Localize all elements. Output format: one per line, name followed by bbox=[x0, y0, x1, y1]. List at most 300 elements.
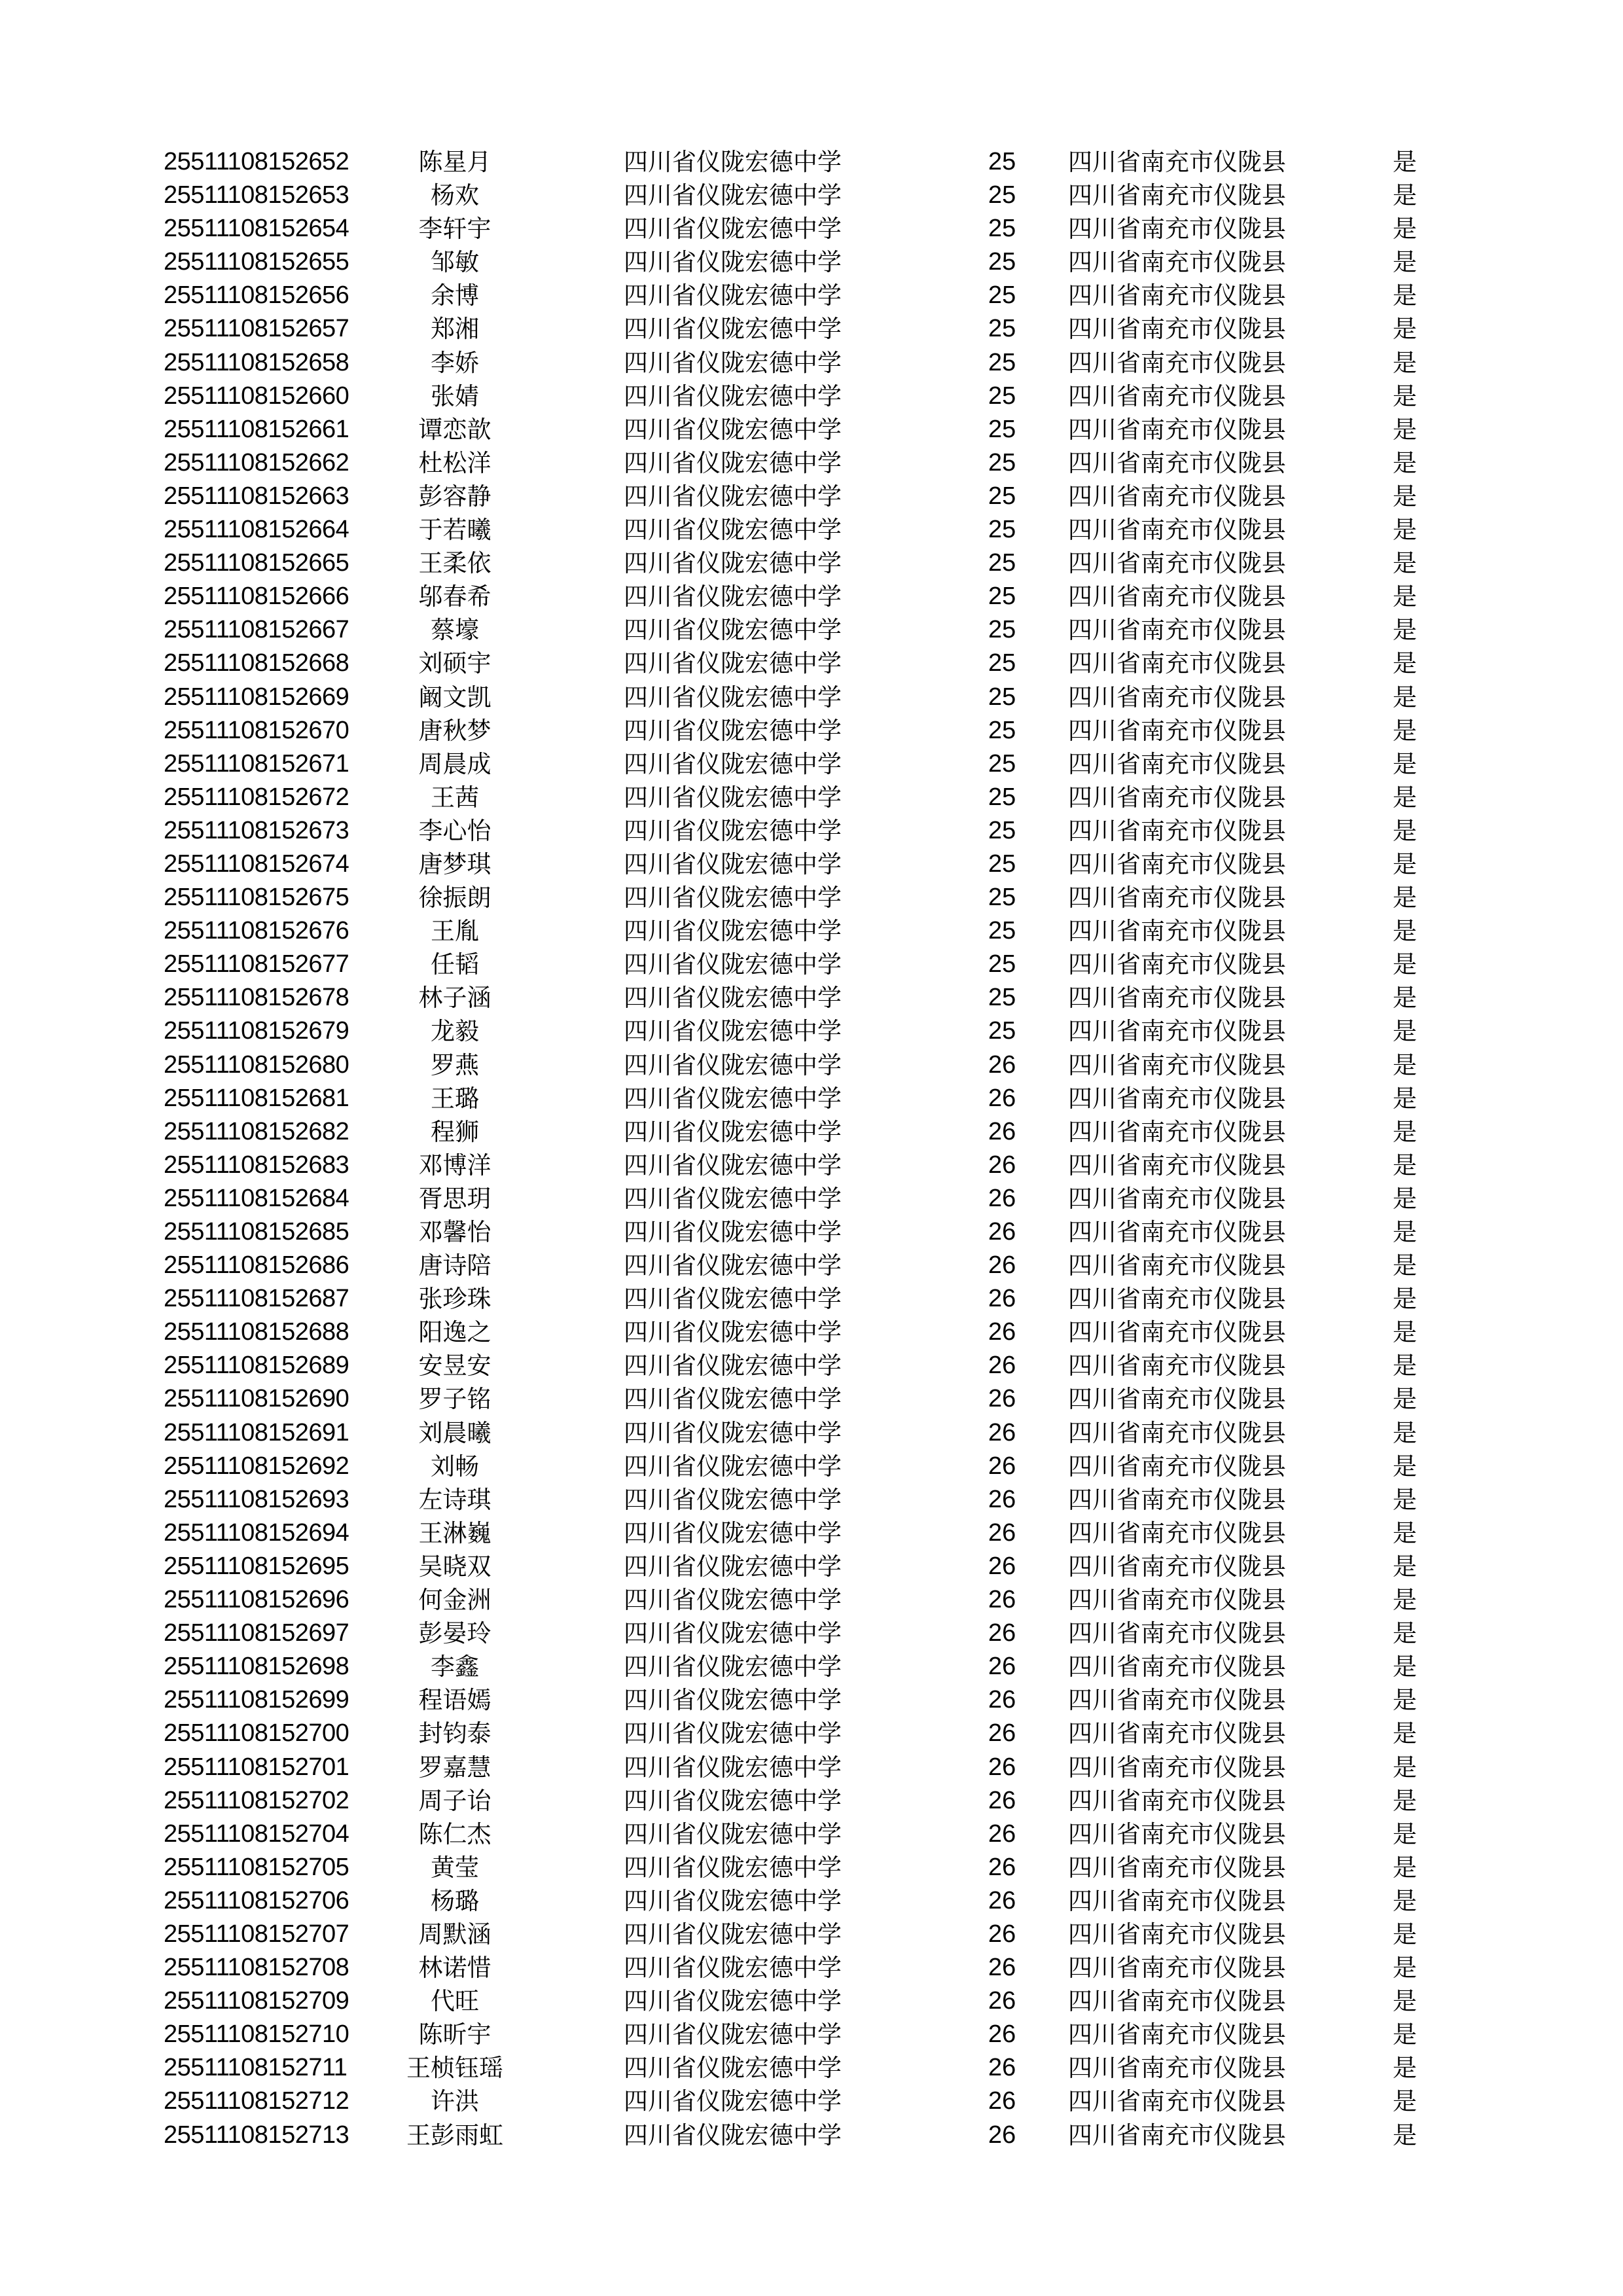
table-row bbox=[0, 2119, 1623, 2152]
candidate-id: 25511108152663 bbox=[164, 482, 349, 510]
region-name: 四川省南充市仪陇县 bbox=[1068, 415, 1286, 444]
school-name: 四川省仪陇宏德中学 bbox=[624, 816, 842, 845]
region-name: 四川省南充市仪陇县 bbox=[1068, 1318, 1286, 1347]
region-name: 四川省南充市仪陇县 bbox=[1068, 749, 1286, 778]
candidate-id: 25511108152675 bbox=[164, 884, 349, 912]
school-name: 四川省仪陇宏德中学 bbox=[624, 1753, 842, 1782]
school-name: 四川省仪陇宏德中学 bbox=[624, 850, 842, 878]
table-row bbox=[0, 1349, 1623, 1382]
region-name: 四川省南充市仪陇县 bbox=[1068, 1452, 1286, 1480]
student-name: 徐振朗 bbox=[418, 884, 491, 912]
group-number: 25 bbox=[988, 181, 1016, 209]
status-flag: 是 bbox=[1393, 415, 1417, 444]
table-row bbox=[0, 145, 1623, 179]
group-number: 25 bbox=[988, 950, 1016, 978]
student-name: 罗嘉慧 bbox=[418, 1753, 491, 1782]
candidate-id: 25511108152689 bbox=[164, 1352, 349, 1380]
region-name: 四川省南充市仪陇县 bbox=[1068, 1954, 1286, 1982]
region-name: 四川省南充市仪陇县 bbox=[1068, 482, 1286, 511]
group-number: 26 bbox=[988, 1050, 1016, 1079]
candidate-id: 25511108152705 bbox=[164, 1853, 349, 1881]
student-name: 林诺惜 bbox=[418, 1954, 491, 1982]
student-name: 王璐 bbox=[431, 1084, 479, 1113]
status-flag: 是 bbox=[1393, 783, 1417, 812]
group-number: 26 bbox=[988, 2054, 1016, 2082]
status-flag: 是 bbox=[1393, 649, 1417, 678]
region-name: 四川省南充市仪陇县 bbox=[1068, 1184, 1286, 1213]
student-name: 张珍珠 bbox=[418, 1285, 491, 1314]
school-name: 四川省仪陇宏德中学 bbox=[624, 1987, 842, 2016]
region-name: 四川省南充市仪陇县 bbox=[1068, 716, 1286, 745]
region-name: 四川省南充市仪陇县 bbox=[1068, 884, 1286, 912]
group-number: 26 bbox=[988, 1786, 1016, 1814]
status-flag: 是 bbox=[1393, 1151, 1417, 1179]
region-name: 四川省南充市仪陇县 bbox=[1068, 1719, 1286, 1748]
group-number: 25 bbox=[988, 649, 1016, 677]
school-name: 四川省仪陇宏德中学 bbox=[624, 984, 842, 1013]
status-flag: 是 bbox=[1393, 482, 1417, 511]
group-number: 26 bbox=[988, 1653, 1016, 1681]
student-name: 吴晓双 bbox=[418, 1552, 491, 1581]
student-name: 余博 bbox=[431, 281, 479, 310]
candidate-id: 25511108152653 bbox=[164, 181, 349, 209]
group-number: 25 bbox=[988, 850, 1016, 878]
student-name: 阚文凯 bbox=[418, 683, 491, 711]
student-name: 龙毅 bbox=[431, 1017, 479, 1046]
table-row bbox=[0, 1450, 1623, 1483]
table-row bbox=[0, 1382, 1623, 1416]
roster-table bbox=[0, 145, 1623, 2152]
region-name: 四川省南充市仪陇县 bbox=[1068, 348, 1286, 377]
candidate-id: 25511108152660 bbox=[164, 382, 349, 410]
school-name: 四川省仪陇宏德中学 bbox=[624, 1686, 842, 1715]
candidate-id: 25511108152701 bbox=[164, 1753, 349, 1781]
status-flag: 是 bbox=[1393, 1385, 1417, 1414]
status-flag: 是 bbox=[1393, 1017, 1417, 1046]
group-number: 26 bbox=[988, 1920, 1016, 1948]
candidate-id: 25511108152677 bbox=[164, 950, 349, 978]
table-row bbox=[0, 1182, 1623, 1215]
group-number: 26 bbox=[988, 1886, 1016, 1914]
school-name: 四川省仪陇宏德中学 bbox=[624, 2121, 842, 2149]
table-row bbox=[0, 1282, 1623, 1316]
student-name: 林子涵 bbox=[418, 984, 491, 1013]
student-name: 杨欢 bbox=[431, 181, 479, 210]
region-name: 四川省南充市仪陇县 bbox=[1068, 1920, 1286, 1948]
table-row bbox=[0, 2085, 1623, 2118]
candidate-id: 25511108152686 bbox=[164, 1251, 349, 1280]
school-name: 四川省仪陇宏德中学 bbox=[624, 1786, 842, 1815]
school-name: 四川省仪陇宏德中学 bbox=[624, 1184, 842, 1213]
status-flag: 是 bbox=[1393, 850, 1417, 878]
region-name: 四川省南充市仪陇县 bbox=[1068, 816, 1286, 845]
candidate-id: 25511108152704 bbox=[164, 1820, 349, 1848]
status-flag: 是 bbox=[1393, 1786, 1417, 1815]
table-row bbox=[0, 1650, 1623, 1683]
school-name: 四川省仪陇宏德中学 bbox=[624, 516, 842, 545]
region-name: 四川省南充市仪陇县 bbox=[1068, 1786, 1286, 1815]
candidate-id: 25511108152711 bbox=[164, 2054, 348, 2082]
student-name: 张婧 bbox=[431, 382, 479, 410]
student-name: 邓博洋 bbox=[418, 1151, 491, 1179]
student-name: 唐诗陪 bbox=[418, 1251, 491, 1280]
table-row bbox=[0, 647, 1623, 680]
student-name: 封钧泰 bbox=[418, 1719, 491, 1748]
group-number: 26 bbox=[988, 1853, 1016, 1881]
status-flag: 是 bbox=[1393, 1050, 1417, 1079]
school-name: 四川省仪陇宏德中学 bbox=[624, 917, 842, 946]
region-name: 四川省南充市仪陇县 bbox=[1068, 2054, 1286, 2083]
region-name: 四川省南充市仪陇县 bbox=[1068, 2121, 1286, 2149]
table-row bbox=[0, 1583, 1623, 1617]
student-name: 胥思玥 bbox=[418, 1184, 491, 1213]
group-number: 26 bbox=[988, 1084, 1016, 1112]
candidate-id: 25511108152661 bbox=[164, 415, 349, 443]
table-row bbox=[0, 1951, 1623, 1984]
school-name: 四川省仪陇宏德中学 bbox=[624, 1318, 842, 1347]
status-flag: 是 bbox=[1393, 2054, 1417, 2083]
status-flag: 是 bbox=[1393, 1586, 1417, 1615]
student-name: 王胤 bbox=[431, 917, 479, 946]
region-name: 四川省南充市仪陇县 bbox=[1068, 181, 1286, 210]
table-row bbox=[0, 513, 1623, 547]
table-row bbox=[0, 948, 1623, 981]
group-number: 25 bbox=[988, 516, 1016, 544]
candidate-id: 25511108152667 bbox=[164, 616, 349, 644]
group-number: 25 bbox=[988, 448, 1016, 476]
group-number: 26 bbox=[988, 1385, 1016, 1413]
status-flag: 是 bbox=[1393, 1485, 1417, 1514]
group-number: 25 bbox=[988, 148, 1016, 175]
region-name: 四川省南充市仪陇县 bbox=[1068, 2087, 1286, 2116]
candidate-id: 25511108152657 bbox=[164, 315, 349, 343]
group-number: 26 bbox=[988, 1285, 1016, 1313]
school-name: 四川省仪陇宏德中学 bbox=[624, 281, 842, 310]
table-row bbox=[0, 613, 1623, 647]
region-name: 四川省南充市仪陇县 bbox=[1068, 583, 1286, 611]
table-row bbox=[0, 380, 1623, 413]
status-flag: 是 bbox=[1393, 315, 1417, 344]
school-name: 四川省仪陇宏德中学 bbox=[624, 315, 842, 344]
table-row bbox=[0, 1316, 1623, 1349]
candidate-id: 25511108152706 bbox=[164, 1886, 349, 1914]
group-number: 25 bbox=[988, 783, 1016, 811]
region-name: 四川省南充市仪陇县 bbox=[1068, 1352, 1286, 1380]
candidate-id: 25511108152693 bbox=[164, 1485, 349, 1513]
student-name: 邹敏 bbox=[431, 248, 479, 277]
student-name: 刘硕宇 bbox=[418, 649, 491, 678]
region-name: 四川省南充市仪陇县 bbox=[1068, 1987, 1286, 2016]
candidate-id: 25511108152678 bbox=[164, 984, 349, 1012]
candidate-id: 25511108152709 bbox=[164, 1987, 349, 2015]
status-flag: 是 bbox=[1393, 917, 1417, 946]
table-row bbox=[0, 446, 1623, 480]
school-name: 四川省仪陇宏德中学 bbox=[624, 248, 842, 277]
group-number: 26 bbox=[988, 1586, 1016, 1614]
school-name: 四川省仪陇宏德中学 bbox=[624, 382, 842, 410]
school-name: 四川省仪陇宏德中学 bbox=[624, 884, 842, 912]
status-flag: 是 bbox=[1393, 1518, 1417, 1547]
group-number: 25 bbox=[988, 1017, 1016, 1045]
school-name: 四川省仪陇宏德中学 bbox=[624, 1586, 842, 1615]
school-name: 四川省仪陇宏德中学 bbox=[624, 1084, 842, 1113]
region-name: 四川省南充市仪陇县 bbox=[1068, 1518, 1286, 1547]
status-flag: 是 bbox=[1393, 1285, 1417, 1314]
candidate-id: 25511108152664 bbox=[164, 516, 349, 544]
candidate-id: 25511108152682 bbox=[164, 1117, 349, 1145]
group-number: 25 bbox=[988, 549, 1016, 577]
group-number: 26 bbox=[988, 1352, 1016, 1380]
student-name: 阳逸之 bbox=[418, 1318, 491, 1347]
region-name: 四川省南充市仪陇县 bbox=[1068, 850, 1286, 878]
student-name: 刘畅 bbox=[431, 1452, 479, 1480]
status-flag: 是 bbox=[1393, 984, 1417, 1013]
student-name: 王彭雨虹 bbox=[406, 2121, 503, 2149]
table-row bbox=[0, 1014, 1623, 1048]
group-number: 26 bbox=[988, 1552, 1016, 1580]
group-number: 25 bbox=[988, 248, 1016, 276]
candidate-id: 25511108152712 bbox=[164, 2087, 349, 2115]
group-number: 26 bbox=[988, 2020, 1016, 2049]
student-name: 郑湘 bbox=[431, 315, 479, 344]
student-name: 蔡壕 bbox=[431, 616, 479, 645]
region-name: 四川省南充市仪陇县 bbox=[1068, 148, 1286, 176]
group-number: 25 bbox=[988, 984, 1016, 1012]
status-flag: 是 bbox=[1393, 1352, 1417, 1380]
region-name: 四川省南充市仪陇县 bbox=[1068, 1084, 1286, 1113]
student-name: 杨璐 bbox=[431, 1886, 479, 1915]
candidate-id: 25511108152700 bbox=[164, 1719, 349, 1748]
region-name: 四川省南充市仪陇县 bbox=[1068, 1552, 1286, 1581]
status-flag: 是 bbox=[1393, 2020, 1417, 2049]
student-name: 邬春希 bbox=[418, 583, 491, 611]
candidate-id: 25511108152671 bbox=[164, 749, 349, 778]
school-name: 四川省仪陇宏德中学 bbox=[624, 1920, 842, 1948]
school-name: 四川省仪陇宏德中学 bbox=[624, 950, 842, 979]
candidate-id: 25511108152699 bbox=[164, 1686, 349, 1714]
candidate-id: 25511108152697 bbox=[164, 1619, 349, 1647]
candidate-id: 25511108152656 bbox=[164, 281, 349, 310]
group-number: 25 bbox=[988, 482, 1016, 510]
region-name: 四川省南充市仪陇县 bbox=[1068, 1753, 1286, 1782]
status-flag: 是 bbox=[1393, 1619, 1417, 1648]
status-flag: 是 bbox=[1393, 1653, 1417, 1681]
student-name: 周默涵 bbox=[418, 1920, 491, 1948]
student-name: 彭容静 bbox=[418, 482, 491, 511]
student-name: 唐秋梦 bbox=[418, 716, 491, 745]
group-number: 25 bbox=[988, 683, 1016, 711]
group-number: 26 bbox=[988, 1820, 1016, 1848]
group-number: 26 bbox=[988, 1184, 1016, 1212]
student-name: 王淋巍 bbox=[418, 1518, 491, 1547]
student-name: 李娇 bbox=[431, 348, 479, 377]
region-name: 四川省南充市仪陇县 bbox=[1068, 1853, 1286, 1882]
status-flag: 是 bbox=[1393, 1218, 1417, 1246]
group-number: 26 bbox=[988, 1686, 1016, 1714]
candidate-id: 25511108152680 bbox=[164, 1050, 349, 1079]
student-name: 王茜 bbox=[431, 783, 479, 812]
school-name: 四川省仪陇宏德中学 bbox=[624, 649, 842, 678]
group-number: 26 bbox=[988, 1485, 1016, 1513]
table-row bbox=[0, 1683, 1623, 1717]
table-row bbox=[0, 781, 1623, 814]
candidate-id: 25511108152666 bbox=[164, 583, 349, 611]
student-name: 谭恋歆 bbox=[418, 415, 491, 444]
table-row bbox=[0, 1918, 1623, 1951]
region-name: 四川省南充市仪陇县 bbox=[1068, 1251, 1286, 1280]
student-name: 何金洲 bbox=[418, 1586, 491, 1615]
region-name: 四川省南充市仪陇县 bbox=[1068, 783, 1286, 812]
student-name: 李心怡 bbox=[418, 816, 491, 845]
table-row bbox=[0, 245, 1623, 279]
group-number: 25 bbox=[988, 716, 1016, 744]
group-number: 26 bbox=[988, 1251, 1016, 1280]
status-flag: 是 bbox=[1393, 448, 1417, 477]
status-flag: 是 bbox=[1393, 1452, 1417, 1480]
candidate-id: 25511108152658 bbox=[164, 348, 349, 376]
status-flag: 是 bbox=[1393, 248, 1417, 277]
school-name: 四川省仪陇宏德中学 bbox=[624, 1619, 842, 1648]
school-name: 四川省仪陇宏德中学 bbox=[624, 1719, 842, 1748]
status-flag: 是 bbox=[1393, 148, 1417, 176]
table-row bbox=[0, 1984, 1623, 2018]
candidate-id: 25511108152707 bbox=[164, 1920, 349, 1948]
group-number: 26 bbox=[988, 1418, 1016, 1446]
school-name: 四川省仪陇宏德中学 bbox=[624, 2054, 842, 2083]
table-row bbox=[0, 179, 1623, 212]
group-number: 26 bbox=[988, 1218, 1016, 1246]
group-number: 25 bbox=[988, 382, 1016, 410]
student-name: 任韬 bbox=[431, 950, 479, 979]
table-row bbox=[0, 547, 1623, 580]
student-name: 刘晨曦 bbox=[418, 1418, 491, 1447]
school-name: 四川省仪陇宏德中学 bbox=[624, 1552, 842, 1581]
status-flag: 是 bbox=[1393, 1886, 1417, 1915]
candidate-id: 25511108152654 bbox=[164, 215, 349, 243]
school-name: 四川省仪陇宏德中学 bbox=[624, 1385, 842, 1414]
candidate-id: 25511108152692 bbox=[164, 1452, 349, 1480]
status-flag: 是 bbox=[1393, 1954, 1417, 1982]
table-row bbox=[0, 279, 1623, 312]
school-name: 四川省仪陇宏德中学 bbox=[624, 482, 842, 511]
school-name: 四川省仪陇宏德中学 bbox=[624, 2087, 842, 2116]
candidate-id: 25511108152672 bbox=[164, 783, 349, 811]
table-row bbox=[0, 413, 1623, 446]
region-name: 四川省南充市仪陇县 bbox=[1068, 1285, 1286, 1314]
student-name: 代旺 bbox=[431, 1987, 479, 2016]
status-flag: 是 bbox=[1393, 382, 1417, 410]
table-row bbox=[0, 681, 1623, 714]
table-row bbox=[0, 480, 1623, 513]
school-name: 四川省仪陇宏德中学 bbox=[624, 683, 842, 711]
table-row bbox=[0, 1818, 1623, 1851]
student-name: 黄莹 bbox=[431, 1853, 479, 1882]
candidate-id: 25511108152662 bbox=[164, 448, 349, 476]
table-row bbox=[0, 747, 1623, 781]
candidate-id: 25511108152713 bbox=[164, 2121, 349, 2149]
group-number: 26 bbox=[988, 1954, 1016, 1982]
status-flag: 是 bbox=[1393, 348, 1417, 377]
table-row bbox=[0, 981, 1623, 1014]
table-row bbox=[0, 1149, 1623, 1182]
candidate-id: 25511108152652 bbox=[164, 148, 349, 175]
school-name: 四川省仪陇宏德中学 bbox=[624, 1886, 842, 1915]
candidate-id: 25511108152687 bbox=[164, 1285, 349, 1313]
student-name: 周子诒 bbox=[418, 1786, 491, 1815]
status-flag: 是 bbox=[1393, 1117, 1417, 1146]
region-name: 四川省南充市仪陇县 bbox=[1068, 1418, 1286, 1447]
table-row bbox=[0, 580, 1623, 613]
table-row bbox=[0, 848, 1623, 881]
status-flag: 是 bbox=[1393, 616, 1417, 645]
group-number: 25 bbox=[988, 616, 1016, 644]
group-number: 25 bbox=[988, 348, 1016, 376]
school-name: 四川省仪陇宏德中学 bbox=[624, 1285, 842, 1314]
student-name: 程语嫣 bbox=[418, 1686, 491, 1715]
region-name: 四川省南充市仪陇县 bbox=[1068, 917, 1286, 946]
table-row bbox=[0, 881, 1623, 914]
school-name: 四川省仪陇宏德中学 bbox=[624, 1418, 842, 1447]
status-flag: 是 bbox=[1393, 1418, 1417, 1447]
student-name: 陈星月 bbox=[418, 148, 491, 176]
status-flag: 是 bbox=[1393, 215, 1417, 243]
status-flag: 是 bbox=[1393, 1820, 1417, 1848]
region-name: 四川省南充市仪陇县 bbox=[1068, 1586, 1286, 1615]
status-flag: 是 bbox=[1393, 1084, 1417, 1113]
candidate-id: 25511108152669 bbox=[164, 683, 349, 711]
table-row bbox=[0, 1416, 1623, 1450]
candidate-id: 25511108152685 bbox=[164, 1218, 349, 1246]
status-flag: 是 bbox=[1393, 1853, 1417, 1882]
region-name: 四川省南充市仪陇县 bbox=[1068, 649, 1286, 678]
candidate-id: 25511108152695 bbox=[164, 1552, 349, 1580]
table-row bbox=[0, 1049, 1623, 1082]
status-flag: 是 bbox=[1393, 281, 1417, 310]
group-number: 26 bbox=[988, 1619, 1016, 1647]
table-row bbox=[0, 714, 1623, 747]
status-flag: 是 bbox=[1393, 884, 1417, 912]
region-name: 四川省南充市仪陇县 bbox=[1068, 950, 1286, 979]
region-name: 四川省南充市仪陇县 bbox=[1068, 1151, 1286, 1179]
region-name: 四川省南充市仪陇县 bbox=[1068, 1218, 1286, 1246]
region-name: 四川省南充市仪陇县 bbox=[1068, 448, 1286, 477]
school-name: 四川省仪陇宏德中学 bbox=[624, 1017, 842, 1046]
region-name: 四川省南充市仪陇县 bbox=[1068, 683, 1286, 711]
school-name: 四川省仪陇宏德中学 bbox=[624, 1218, 842, 1246]
school-name: 四川省仪陇宏德中学 bbox=[624, 1050, 842, 1079]
group-number: 25 bbox=[988, 315, 1016, 343]
school-name: 四川省仪陇宏德中学 bbox=[624, 181, 842, 210]
group-number: 26 bbox=[988, 1452, 1016, 1480]
group-number: 26 bbox=[988, 1117, 1016, 1145]
student-name: 王柔依 bbox=[418, 549, 491, 578]
student-name: 左诗琪 bbox=[418, 1485, 491, 1514]
group-number: 25 bbox=[988, 583, 1016, 611]
school-name: 四川省仪陇宏德中学 bbox=[624, 2020, 842, 2049]
region-name: 四川省南充市仪陇县 bbox=[1068, 549, 1286, 578]
candidate-id: 25511108152698 bbox=[164, 1653, 349, 1681]
table-row bbox=[0, 1516, 1623, 1550]
school-name: 四川省仪陇宏德中学 bbox=[624, 549, 842, 578]
student-name: 李轩宇 bbox=[418, 215, 491, 243]
candidate-id: 25511108152676 bbox=[164, 917, 349, 945]
school-name: 四川省仪陇宏德中学 bbox=[624, 1853, 842, 1882]
candidate-id: 25511108152673 bbox=[164, 816, 349, 844]
group-number: 26 bbox=[988, 1318, 1016, 1346]
table-row bbox=[0, 914, 1623, 948]
student-name: 陈仁杰 bbox=[418, 1820, 491, 1848]
candidate-id: 25511108152696 bbox=[164, 1586, 349, 1614]
